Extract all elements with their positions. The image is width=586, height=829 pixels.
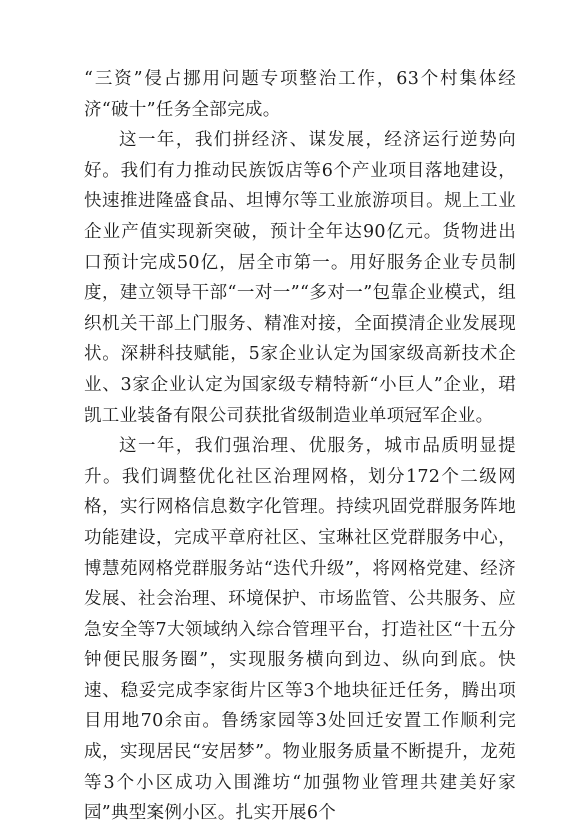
paragraph-governance: 这一年，我们强治理、优服务，城市品质明显提升。我们调整优化社区治理网格，划分172个二级网格，实行网格信息数字化管理。持续巩固党群服务阵地功能建设，完成平章府社区、宝琳社区党群服务中心，博慧苑网格党群服务站“迭代升级”，将网格党建、经济发展、社会治理、环境保护、市场监管、公共服务、应急安全等7大领域纳入综合管理平台，打造社区“十五分钟便民服务圈”，实现服务横向到边、纵向到底。快速、稳妥完成李家街片区等3个地块征迁任务，腾出项目用地70余亩。鲁绣家园等3处回迁安置工作顺利完成，实现居民“安居梦”。物业服务质量不断提升，龙苑等3个小区成功入围潍坊“加强物业管理共建美好家园”典型案例小区。扎实开展6个 — [84, 436, 516, 824]
document-body — [84, 64, 516, 829]
paragraph-economy: 这一年，我们拼经济、谋发展，经济运行逆势向好。我们有力推动民族饭店等6个产业项目落地建设，快速推进隆盛食品、坦博尔等工业旅游项目。规上工业企业产值实现新突破，预计全年达90亿元。货物进出口预计完成50亿，居全市第一。用好服务企业专员制度，建立领导干部“一对一”“多对一”包靠企业模式，组织机关干部上门服务、精准对接，全面摸清企业发展现状。深耕科技赋能，5家企业认定为国家级高新技术企业、3家企业认定为国家级专精特新“小巨人”企业，珺凯工业装备有限公司获批省级制造业单项冠军企业。 — [84, 130, 516, 426]
paragraph-continued: “三资”侵占挪用问题专项整治工作，63个村集体经济“破十”任务全部完成。 — [84, 69, 516, 120]
